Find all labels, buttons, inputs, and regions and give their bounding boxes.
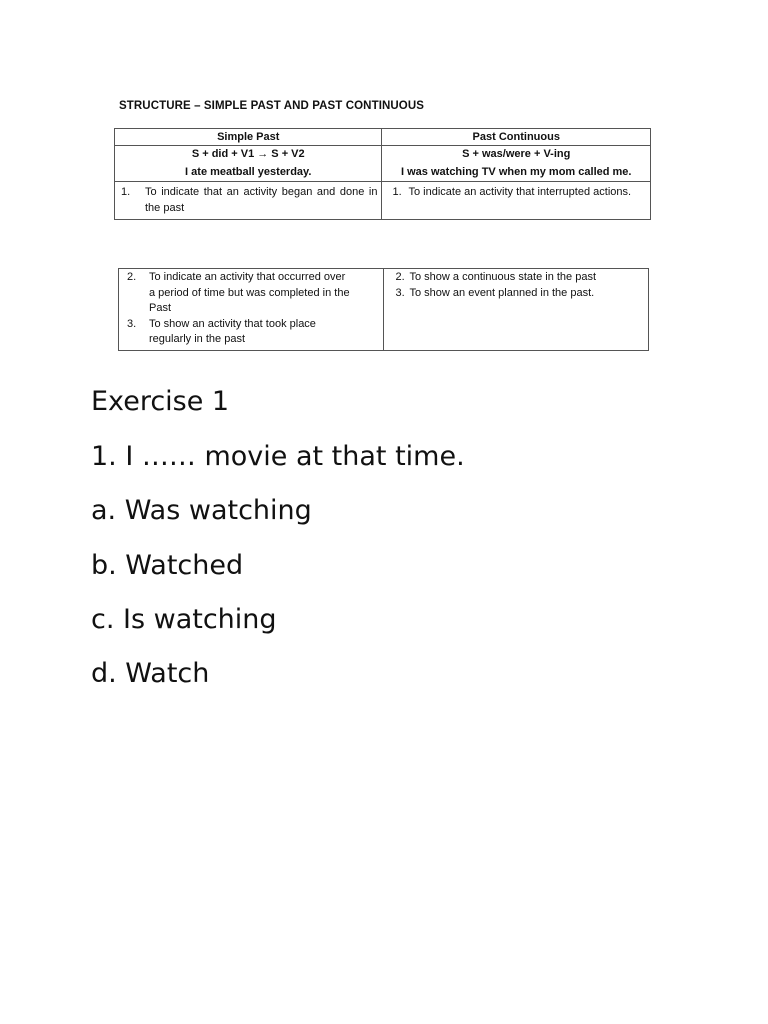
item-text: To indicate an activity that interrupted actions.: [408, 186, 632, 198]
item-text-line: Past: [149, 302, 172, 314]
item-text: To show a continuous state in the past: [409, 271, 597, 283]
item-text-line: regularly in the past: [149, 333, 245, 345]
simple-past-example: I ate meatball yesterday.: [185, 166, 312, 178]
past-continuous-title: Past Continuous: [472, 131, 560, 143]
simple-past-item-cell: [115, 182, 382, 220]
exercise-question: 1. I …… movie at that time.: [91, 441, 465, 472]
simple-past-title: Simple Past: [217, 131, 280, 143]
item-number: 1.: [121, 186, 131, 198]
past-continuous-formula-cell: [382, 146, 651, 182]
list-item: [388, 270, 645, 286]
simple-past-items-cell: [119, 269, 384, 351]
item-number: 3.: [127, 317, 137, 330]
past-continuous-item-cell: [382, 182, 651, 220]
list-item: [115, 182, 381, 219]
simple-past-header-cell: [115, 129, 382, 146]
item-number: 2.: [395, 271, 405, 283]
item-text-line: To show an activity that took place: [149, 317, 316, 330]
item-number: 3.: [395, 286, 405, 299]
past-continuous-example: I was watching TV when my mom called me.: [401, 166, 632, 178]
past-continuous-items-cell: [383, 269, 649, 351]
exercise-title: Exercise 1: [91, 386, 230, 417]
past-continuous-header-cell: [382, 129, 651, 146]
simple-past-formula-cell: [115, 146, 382, 182]
structure-table-bottom: [118, 268, 649, 351]
list-item: [123, 317, 379, 348]
option-b: b. Watched: [91, 550, 244, 581]
simple-past-formula: S + did + V1 → S + V2: [191, 148, 305, 160]
list-item: [382, 182, 650, 203]
option-d: d. Watch: [91, 658, 210, 689]
list-item: [123, 270, 379, 317]
item-text-line: To indicate an activity that occurred over: [149, 271, 346, 283]
past-continuous-formula: S + was/were + V-ing: [462, 148, 571, 160]
item-text: To show an event planned in the past.: [409, 286, 595, 299]
item-text: To indicate that an activity began and done in the past: [145, 186, 378, 214]
list-item: [388, 286, 645, 302]
item-number: 2.: [127, 271, 137, 283]
item-number: 1.: [392, 186, 402, 198]
structure-table-top: [114, 128, 651, 220]
option-c: c. Is watching: [91, 604, 277, 635]
option-a: a. Was watching: [91, 495, 312, 526]
structure-heading: STRUCTURE – SIMPLE PAST AND PAST CONTINUOUS: [119, 100, 425, 112]
item-text-line: a period of time but was completed in the: [149, 286, 350, 299]
